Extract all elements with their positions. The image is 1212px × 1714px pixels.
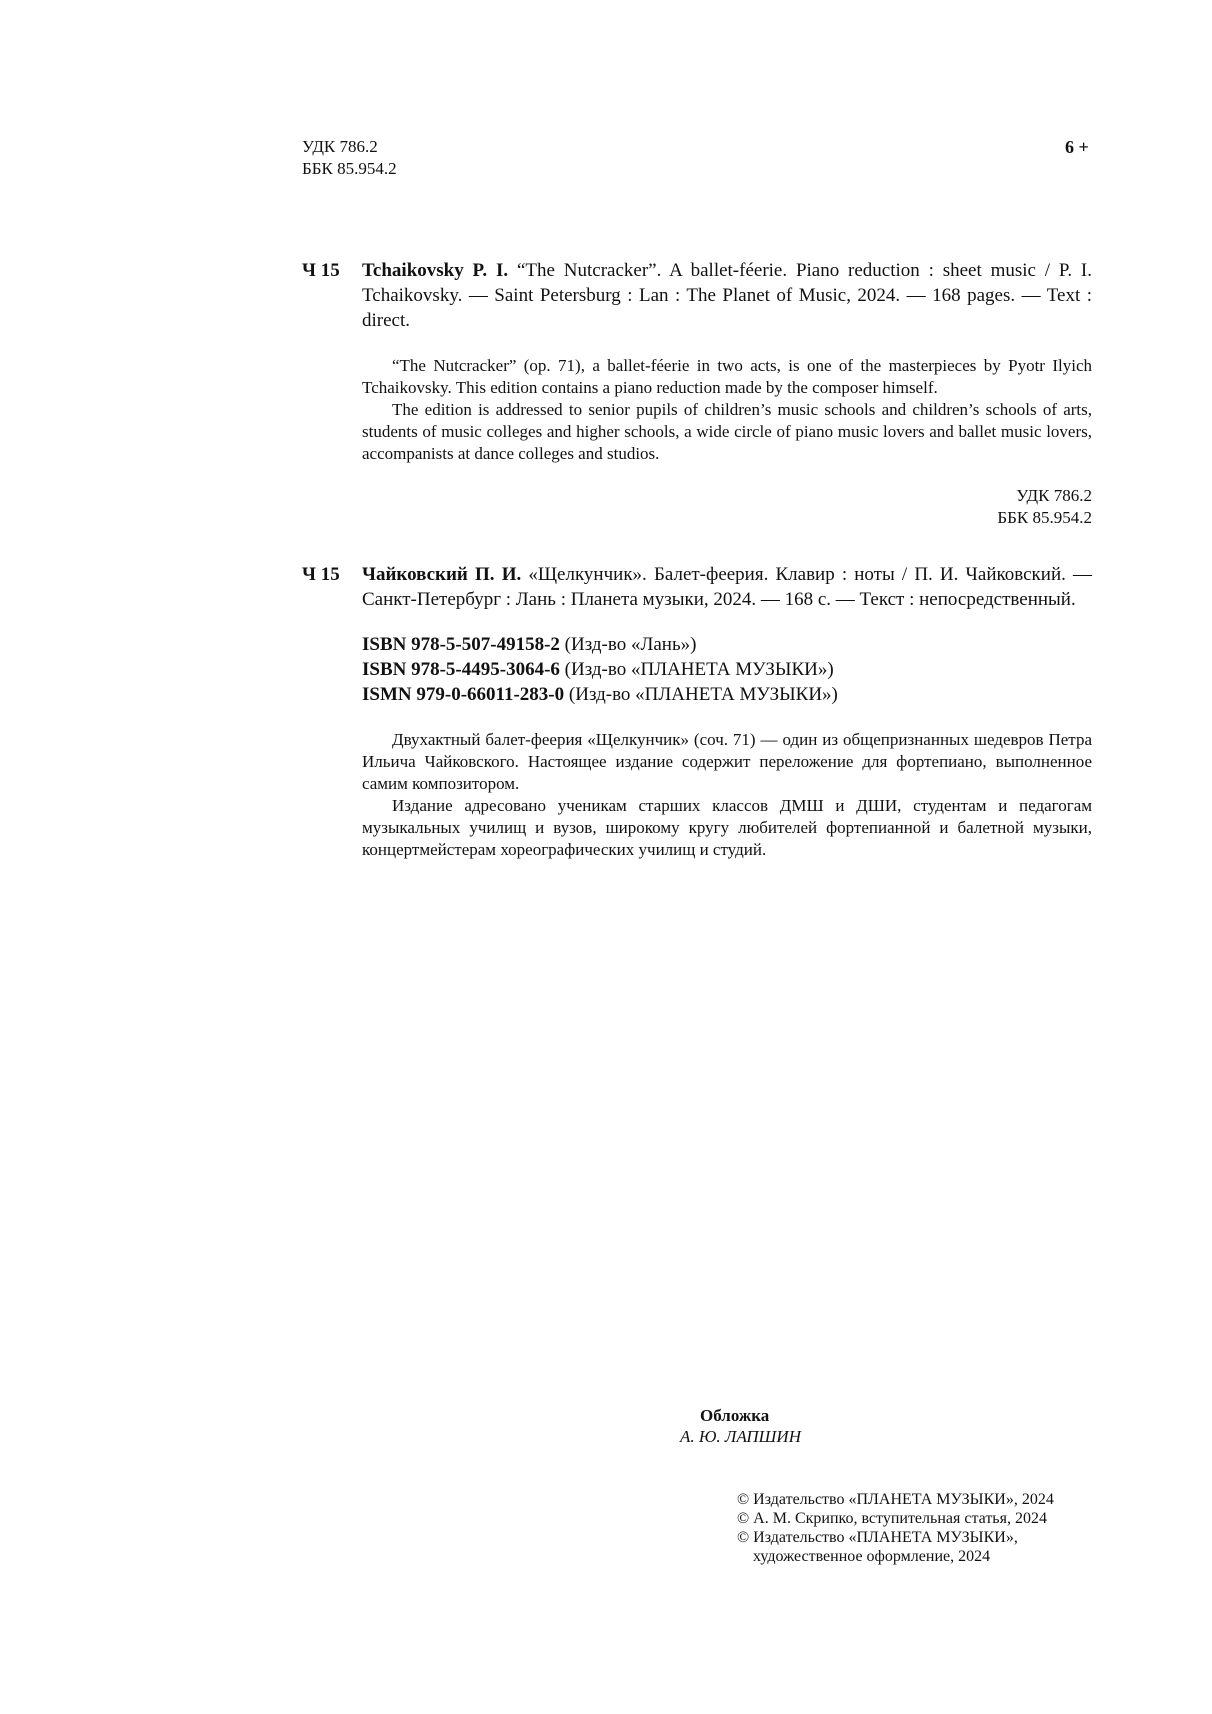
cover-credit <box>660 1405 850 1447</box>
copyright-line: © Издательство «ПЛАНЕТА МУЗЫКИ», 2024 <box>737 1491 1054 1508</box>
isbn-number: ISBN 978-5-507-49158-2 <box>362 634 560 655</box>
copyright-line: © Издательство «ПЛАНЕТА МУЗЫКИ», <box>737 1529 1018 1546</box>
author-sign: Ч 15 <box>302 260 340 281</box>
author-sign: Ч 15 <box>302 564 340 585</box>
abstract-paragraph: “The Nutcracker” (op. 71), a ballet-féerie in two acts, is one of the masterpieces by Pyotr Ilyich Tchaikovsky. This edition contains a piano reduction made by the composer himself. <box>362 356 1092 397</box>
russian-catalog-entry <box>302 562 1092 861</box>
identifier-line <box>362 657 1092 682</box>
publisher-note: (Изд-во «ПЛАНЕТА МУЗЫКИ») <box>564 659 834 680</box>
citation-text: «Щелкунчик». Балет-феерия. Клавир : ноты / П. И. Чайковский. — Санкт-Петербург : Лань : Планета музыки, 2024. — 168 с. — Текст : непосредственный. <box>362 564 1093 610</box>
isbn-number: ISBN 978-5-4495-3064-6 <box>362 659 560 680</box>
udk-code: УДК 786.2 <box>302 137 378 156</box>
abstract-paragraph: The edition is addressed to senior pupils of children’s music schools and children’s schools of arts, students of music colleges and higher schools, a wide circle of piano music lovers and ballet music lovers, accompanists at dance colleges and studios. <box>362 400 1092 463</box>
citation <box>362 562 1092 612</box>
abstract <box>362 355 1092 465</box>
credit-person: А. Ю. ЛАПШИН <box>680 1427 801 1446</box>
udk-code: УДК 786.2 <box>1016 486 1092 505</box>
age-rating: 6 + <box>1065 137 1089 157</box>
english-catalog-entry <box>302 258 1092 529</box>
copyright-line: художественное оформление, 2024 <box>753 1548 991 1565</box>
ismn-number: ISMN 979-0-66011-283-0 <box>362 684 565 705</box>
abstract <box>362 729 1092 861</box>
abstract-paragraph: Издание адресовано ученикам старших классов ДМШ и ДШИ, студентам и педагогам музыкальных училищ и вузов, широкому кругу любителей фортепианной и балетной музыки, концертмейстерам хореографических училищ и студий. <box>362 796 1092 859</box>
classification-codes <box>302 136 397 180</box>
publisher-note: (Изд-во «Лань») <box>564 634 697 655</box>
author-name: Tchaikovsky P. I. <box>362 260 509 281</box>
bbk-code: ББК 85.954.2 <box>302 159 397 178</box>
identifier-line <box>362 682 1092 707</box>
citation-text: “The Nutcracker”. A ballet-féerie. Piano reduction : sheet music / P. I. Tchaikovsky. — Saint Petersburg : Lan : The Planet of Music, 2024. — 168 pages. — Text : direct. <box>362 260 1092 331</box>
identifier-list <box>362 632 1092 707</box>
classification-codes <box>302 485 1092 529</box>
copyright-notice <box>737 1490 1054 1566</box>
citation <box>362 258 1092 333</box>
identifier-line <box>362 632 1092 657</box>
credit-role: Обложка <box>700 1406 770 1425</box>
publisher-note: (Изд-во «ПЛАНЕТА МУЗЫКИ») <box>568 684 838 705</box>
bbk-code: ББК 85.954.2 <box>997 508 1092 527</box>
author-name: Чайковский П. И. <box>362 564 522 585</box>
abstract-paragraph: Двухактный балет-феерия «Щелкунчик» (соч. 71) — один из общепризнанных шедевров Петра Ильича Чайковского. Настоящее издание содержит переложение для фортепиано, выполненное самим композитором. <box>362 730 1092 793</box>
copyright-line: © А. М. Скрипко, вступительная статья, 2024 <box>737 1510 1047 1527</box>
